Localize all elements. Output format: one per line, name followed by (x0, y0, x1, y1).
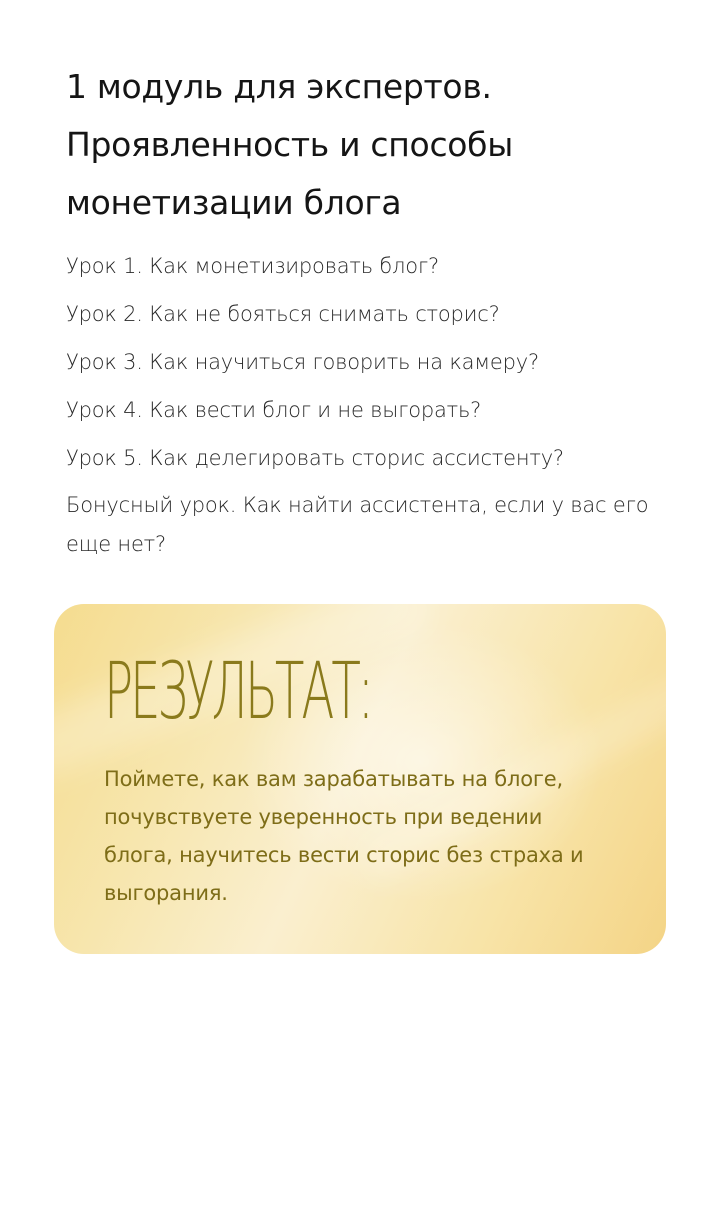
result-title: РЕЗУЛЬТАТ: (104, 647, 371, 737)
bonus-lesson-item: Бонусный урок. Как найти ассистента, если у вас его еще нет? (66, 493, 649, 556)
module-section (66, 58, 666, 584)
result-card (54, 604, 666, 954)
lesson-item: Урок 3. Как научиться говорить на камеру? (66, 350, 539, 374)
lesson-item: Урок 5. Как делегировать сторис ассистенту? (66, 446, 564, 470)
lesson-item: Урок 4. Как вести блог и не выгорать? (66, 398, 482, 422)
lesson-item: Урок 1. Как монетизировать блог? (66, 254, 439, 278)
lesson-list (66, 252, 666, 564)
lesson-item: Урок 2. Как не бояться снимать сторис? (66, 302, 500, 326)
result-description: Поймете, как вам зарабатывать на блоге, почувствуете уверенность при ведении блога, научитесь вести сторис без страха и выгорания. (104, 767, 584, 905)
module-title: 1 модуль для экспертов. Проявленность и способы монетизации блога (66, 67, 513, 222)
